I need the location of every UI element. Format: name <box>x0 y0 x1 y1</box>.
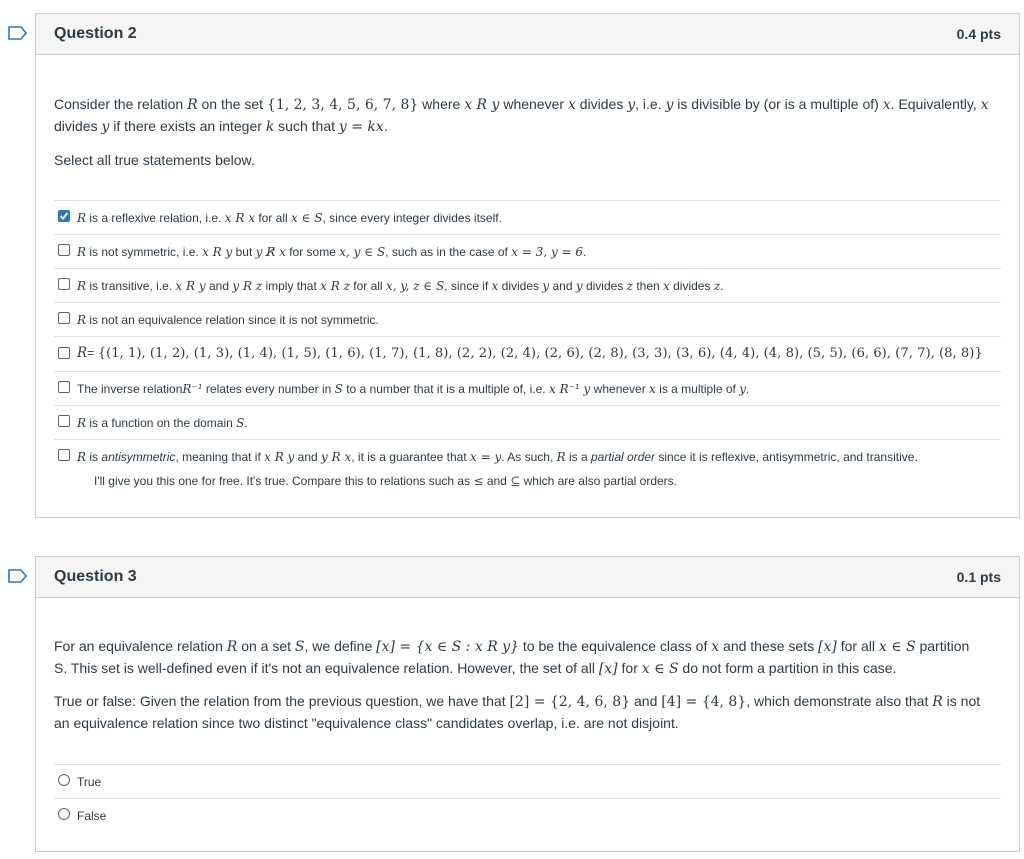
question-2-title: Question 2 <box>54 25 137 42</box>
answer-text: R is a reflexive relation, i.e. x R x for all x ∈ S, since every integer divides itself. <box>77 211 502 225</box>
answer-option[interactable] <box>54 268 1001 302</box>
flag-question-icon[interactable] <box>8 26 28 40</box>
answer-option[interactable] <box>54 200 1001 234</box>
question-3-header <box>36 557 1019 598</box>
answer-option[interactable] <box>54 371 1001 405</box>
flag-question-icon[interactable] <box>8 569 28 583</box>
answer-text: R is not symmetric, i.e. x R y but y R̸ x for some x, y ∈ S, such as in the case of x = 3, y = 6. <box>77 245 587 259</box>
answer-text: R is not an equivalence relation since it is not symmetric. <box>77 313 379 327</box>
answer-option-true[interactable] <box>54 764 1001 798</box>
question-2-body <box>36 94 1019 489</box>
answer-text: False <box>77 809 107 823</box>
checkbox-icon[interactable] <box>58 415 70 427</box>
radio-button-icon[interactable] <box>58 774 70 786</box>
checked-checkbox-icon[interactable] <box>58 210 70 222</box>
question-3-answer-list <box>54 764 1001 832</box>
answer-option[interactable] <box>54 234 1001 268</box>
question-2-card <box>35 13 1020 518</box>
checkbox-icon[interactable] <box>58 381 70 393</box>
answer-option[interactable] <box>54 336 1001 371</box>
answer-text: R is transitive, i.e. x R y and y R z imply that x R z for all x, y, z ∈ S, since if x divides y and y divides z then x divides z. <box>77 279 724 293</box>
question-3-prompt: True or false: Given the relation from the previous question, we have that [2] = {2, 4, 6, 8} and [4] = {4, 8}, which demonstrate also that R is not an equivalence relation since two distinct "equivalence class" candidates overlap, i.e. are not disjoint. <box>54 693 981 731</box>
question-2-instruction: Select all true statements below. <box>54 152 255 168</box>
answer-option-false[interactable] <box>54 798 1001 832</box>
checkbox-icon[interactable] <box>58 347 70 359</box>
question-3-card <box>35 556 1020 852</box>
question-3-title: Question 3 <box>54 568 137 585</box>
checkbox-icon[interactable] <box>58 278 70 290</box>
question-2-header <box>36 14 1019 55</box>
checkbox-icon[interactable] <box>58 449 70 461</box>
question-3-points: 0.1 pts <box>956 569 1001 585</box>
answer-option[interactable] <box>54 439 1001 469</box>
answer-text: The inverse relationR⁻¹ relates every number in S to a number that it is a multiple of, i.e. x R⁻¹ y whenever x is a multiple of y. <box>77 382 750 396</box>
answer-option[interactable] <box>54 405 1001 439</box>
answer-text: R is antisymmetric, meaning that if x R y and y R x, it is a guarantee that x = y. As such, R is a partial order since it is reflexive, antisymmetric, and transitive. <box>77 450 918 464</box>
answer-comment: I'll give you this one for free. It's true. Compare this to relations such as ≤ and ⊆ which are also partial orders. <box>94 474 678 488</box>
question-3-body <box>36 636 1019 832</box>
question-2-points: 0.4 pts <box>956 26 1001 42</box>
answer-option[interactable] <box>54 302 1001 336</box>
question-3-text: For an equivalence relation R on a set S, we define [x] = {x ∈ S : x R y} to be the equivalence class of x and these sets [x] for all x ∈ S partition S. This set is well-defined even if it's not an equivalence relation. However, the set of all [x] for x ∈ S do not form a partition in this case. <box>54 638 970 677</box>
answer-text: R is a function on the domain S. <box>77 416 248 430</box>
answer-text: R= {(1, 1), (1, 2), (1, 3), (1, 4), (1, 5), (1, 6), (1, 7), (1, 8), (2, 2), (2, 4), (2, 6), (2, 8), (3, 3), (3, 6), (4, 4), (4, 8), (5, 5), (6, 6), (7, 7), (8, 8)} <box>77 345 983 361</box>
checkbox-icon[interactable] <box>58 312 70 324</box>
question-2-answer-list <box>54 200 1001 489</box>
question-2-text: Consider the relation R on the set {1, 2, 3, 4, 5, 6, 7, 8} where x R y whenever x divides y, i.e. y is divisible by (or is a multiple of) x. Equivalently, x divides y if there exists an integer k such that y = kx. <box>54 96 989 135</box>
answer-text: True <box>77 775 102 789</box>
checkbox-icon[interactable] <box>58 244 70 256</box>
radio-button-icon[interactable] <box>58 808 70 820</box>
